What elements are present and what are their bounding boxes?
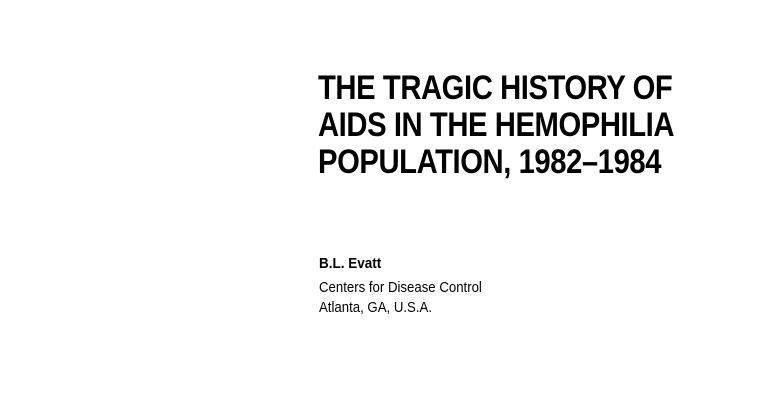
paper-title (318, 70, 758, 181)
author-name: B.L. Evatt (319, 255, 382, 272)
title-line-3: POPULATION, 1982–1984 (318, 143, 662, 181)
title-line-1: THE TRAGIC HISTORY OF (318, 69, 673, 107)
author-affiliation: Centers for Disease Control (319, 279, 482, 296)
author-block (319, 254, 739, 318)
title-line-2: AIDS IN THE HEMOPHILIA (318, 106, 675, 144)
author-location: Atlanta, GA, U.S.A. (319, 299, 432, 316)
